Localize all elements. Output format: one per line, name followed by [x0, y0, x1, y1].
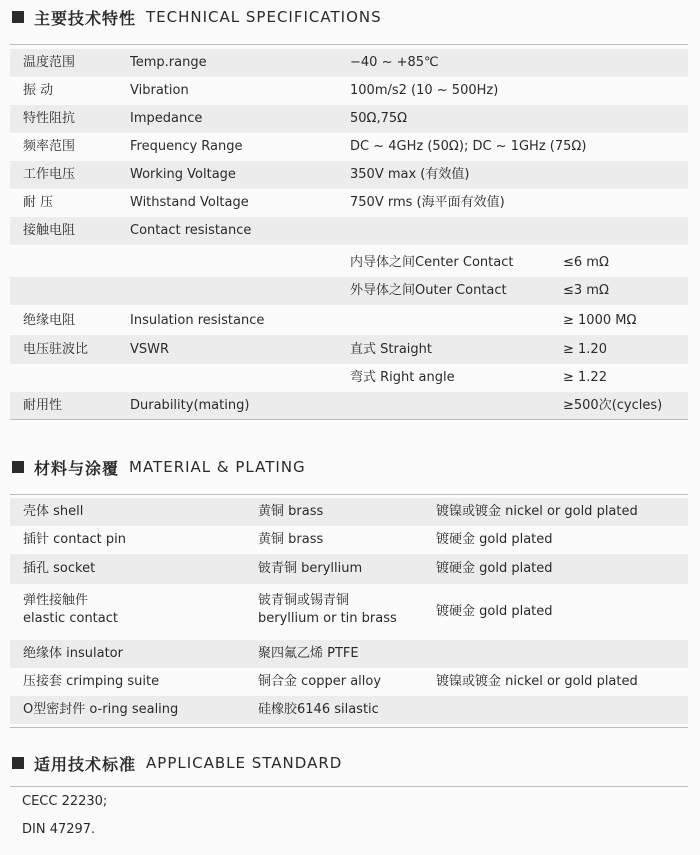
material-substance: 铍青铜或锡青铜	[258, 593, 350, 608]
spec-value: DC ~ 4GHz (50Ω); DC ~ 1GHz (75Ω)	[350, 139, 587, 154]
standard-title-en: APPLICABLE STANDARD	[146, 754, 343, 772]
spec-name-en: Durability(mating)	[130, 398, 250, 413]
spec-name-cn: 电压驻波比	[23, 342, 89, 357]
spec-row	[10, 49, 688, 77]
spec-name-cn: 频率范围	[23, 139, 76, 154]
material-part: 插针 contact pin	[23, 532, 127, 547]
material-substance: 黄铜 brass	[258, 504, 324, 519]
material-substance: 聚四氟乙烯 PTFE	[258, 646, 359, 661]
material-row	[10, 696, 688, 724]
spec-name-en: Frequency Range	[130, 139, 243, 154]
spec-value-limit: ≥ 1.22	[563, 370, 607, 385]
spec-row	[10, 77, 688, 105]
material-substance: 硅橡胶6146 silastic	[258, 702, 379, 717]
material-row	[10, 640, 688, 668]
spec-row	[10, 364, 688, 392]
bullet-square-icon	[12, 757, 24, 769]
material-part: 壳体 shell	[23, 504, 84, 519]
bullet-square-icon	[12, 11, 24, 23]
spec-name-en: Contact resistance	[130, 223, 252, 238]
material-plating: 镀硬金 gold plated	[436, 561, 553, 576]
spec-row	[10, 189, 688, 217]
spec-value: 350V max (有效值)	[350, 167, 470, 182]
spec-name-en: Impedance	[130, 111, 203, 126]
material-plating: 镀硬金 gold plated	[436, 604, 553, 619]
spec-row	[10, 277, 688, 305]
spec-row	[10, 133, 688, 161]
spec-name-cn: 温度范围	[23, 55, 76, 70]
spec-row	[10, 392, 688, 419]
material-plating: 镀镍或镀金 nickel or gold plated	[436, 674, 638, 689]
tech-specs-title-cn: 主要技术特性	[34, 8, 137, 28]
material-part: 绝缘体 insulator	[23, 646, 123, 661]
material-part: 插孔 socket	[23, 561, 96, 576]
divider	[10, 727, 688, 728]
bullet-square-icon	[12, 461, 24, 473]
spec-value: −40 ~ +85℃	[350, 55, 439, 70]
spec-row	[10, 335, 688, 364]
standard-item: DIN 47297.	[22, 822, 96, 837]
spec-row	[10, 249, 688, 277]
spec-name-en: Vibration	[130, 83, 189, 98]
material-title-en: MATERIAL & PLATING	[129, 458, 306, 476]
material-substance: 黄铜 brass	[258, 532, 324, 547]
spec-row	[10, 217, 688, 245]
spec-value-limit: ≥ 1000 MΩ	[563, 313, 637, 328]
material-substance: 铜合金 copper alloy	[258, 674, 382, 689]
spec-name-en: Working Voltage	[130, 167, 236, 182]
material-plating: 镀镍或镀金 nickel or gold plated	[436, 504, 638, 519]
divider	[10, 494, 688, 495]
spec-name-cn: 特性阻抗	[23, 111, 76, 126]
material-part: 弹性接触件	[23, 593, 89, 608]
spec-value: 50Ω,75Ω	[350, 111, 408, 126]
divider	[10, 786, 688, 787]
spec-row	[10, 306, 688, 335]
spec-name-en: Insulation resistance	[130, 313, 265, 328]
spec-name-en: Withstand Voltage	[130, 195, 249, 210]
material-row	[10, 526, 688, 554]
divider	[10, 44, 688, 45]
material-row	[10, 668, 688, 696]
material-title-cn: 材料与涂覆	[34, 458, 120, 478]
spec-value-limit: ≥500次(cycles)	[563, 398, 663, 413]
spec-name-en: Temp.range	[130, 55, 207, 70]
spec-name-cn: 耐用性	[23, 398, 63, 413]
spec-value-limit: ≥ 1.20	[563, 342, 607, 357]
material-substance: 铍青铜 beryllium	[258, 561, 363, 576]
material-part: O型密封件 o-ring sealing	[23, 702, 179, 717]
spec-value: 内导体之间Center Contact	[350, 255, 514, 270]
spec-value: 弯式 Right angle	[350, 370, 455, 385]
tech-specs-heading	[12, 4, 382, 30]
material-row	[10, 584, 688, 640]
spec-name-cn: 接触电阻	[23, 223, 76, 238]
spec-name-cn: 耐 压	[23, 195, 54, 210]
material-substance-en: beryllium or tin brass	[258, 611, 397, 626]
spec-name-en: VSWR	[130, 342, 170, 357]
standard-heading	[12, 750, 342, 776]
spec-value-limit: ≤6 mΩ	[563, 255, 609, 270]
spec-row	[10, 105, 688, 133]
material-part: 压接套 crimping suite	[23, 674, 160, 689]
material-plating: 镀硬金 gold plated	[436, 532, 553, 547]
material-row	[10, 498, 688, 526]
spec-value: 750V rms (海平面有效值)	[350, 195, 505, 210]
material-row	[10, 554, 688, 584]
spec-value: 外导体之间Outer Contact	[350, 283, 507, 298]
standard-title-cn: 适用技术标准	[34, 754, 137, 774]
spec-value-limit: ≤3 mΩ	[563, 283, 609, 298]
spec-value: 100m/s2 (10 ~ 500Hz)	[350, 83, 499, 98]
material-heading	[12, 454, 306, 480]
divider	[10, 419, 688, 420]
spec-row	[10, 161, 688, 189]
tech-specs-title-en: TECHNICAL SPECIFICATIONS	[146, 8, 382, 26]
spec-name-cn: 振 动	[23, 83, 54, 98]
material-part-en: elastic contact	[23, 611, 118, 626]
spec-name-cn: 工作电压	[23, 167, 76, 182]
spec-value: 直式 Straight	[350, 342, 432, 357]
standard-item: CECC 22230;	[22, 794, 108, 809]
spec-name-cn: 绝缘电阻	[23, 313, 76, 328]
